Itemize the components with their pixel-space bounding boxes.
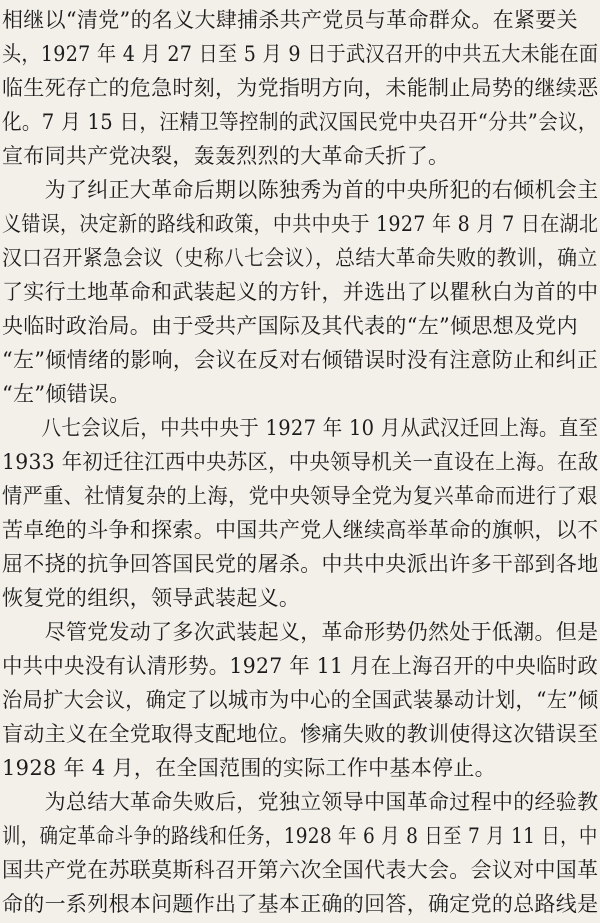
text-line: 头，1927 年 4 月 27 日至 5 月 9 日于武汉召开的中共五大未能在面: [2, 42, 599, 66]
text-line: 八七会议后，中共中央于 1927 年 10 月从武汉迁回上海。直至: [2, 416, 599, 440]
text-line: 治局扩大会议，确定了以城市为中心的全国武装暴动计划，“左”倾: [2, 688, 599, 712]
text-line: 相继以“清党”的名义大肆捕杀共产党员与革命群众。在紧要关: [2, 8, 578, 32]
text-line: 盲动主义在全党取得支配地位。惨痛失败的教训使得这次错误至: [2, 722, 599, 746]
text-line: 宣布同共产党决裂，轰轰烈烈的大革命夭折了。: [2, 144, 450, 168]
text-line: 临生死存亡的危急时刻，为党指明方向，未能制止局势的继续恶: [2, 76, 599, 100]
text-line: 化。7 月 15 日，汪精卫等控制的武汉国民党中央召开“分共”会议，: [2, 110, 598, 134]
text-line: 央临时政治局。由于受共产国际及其代表的“左”倾思想及党内: [2, 314, 578, 338]
text-line: 义错误，决定新的路线和政策，中共中央于 1927 年 8 月 7 日在湖北: [2, 212, 599, 236]
text-line: 了实行土地革命和武装起义的方针，并选出了以瞿秋白为首的中: [2, 280, 599, 304]
text-line: 汉口召开紧急会议（史称八七会议），总结大革命失败的教训，确立: [2, 246, 598, 270]
text-line: 恢复党的组织，领导武装起义。: [2, 586, 301, 610]
text-line: 情严重、社情复杂的上海，党中央领导全党为复兴革命而进行了艰: [2, 484, 598, 508]
text-line: “左”倾错误。: [2, 382, 131, 406]
text-line: 中共中央没有认清形势。1927 年 11 月在上海召开的中央临时政: [2, 654, 599, 678]
text-line: “左”倾情绪的影响，会议在反对右倾错误时没有注意防止和纠正: [2, 348, 599, 372]
text-line: 尽管党发动了多次武装起义，革命形势仍然处于低潮。但是: [2, 620, 599, 644]
text-line: 为了纠正大革命后期以陈独秀为首的中央所犯的右倾机会主: [2, 178, 599, 202]
text-line: 屈不挠的抗争回答国民党的屠杀。中共中央派出许多干部到各地: [2, 552, 599, 576]
text-line: 命的一系列根本问题作出了基本正确的回答，确定党的总路线是: [2, 892, 599, 916]
text-line: 1933 年初迁往江西中央苏区，中央领导机关一直设在上海。在敌: [2, 450, 599, 474]
text-line: 国共产党在苏联莫斯科召开第六次全国代表大会。会议对中国革: [2, 858, 599, 882]
text-line: 1928 年 4 月，在全国范围的实际工作中基本停止。: [2, 756, 496, 780]
text-line: 训，确定革命斗争的路线和任务，1928 年 6 月 8 日至 7 月 11 日，中: [2, 824, 598, 848]
text-line: 苦卓绝的斗争和探索。中国共产党人继续高举革命的旗帜，以不: [2, 518, 599, 542]
text-line: 为总结大革命失败后，党独立领导中国革命过程中的经验教: [2, 790, 599, 814]
